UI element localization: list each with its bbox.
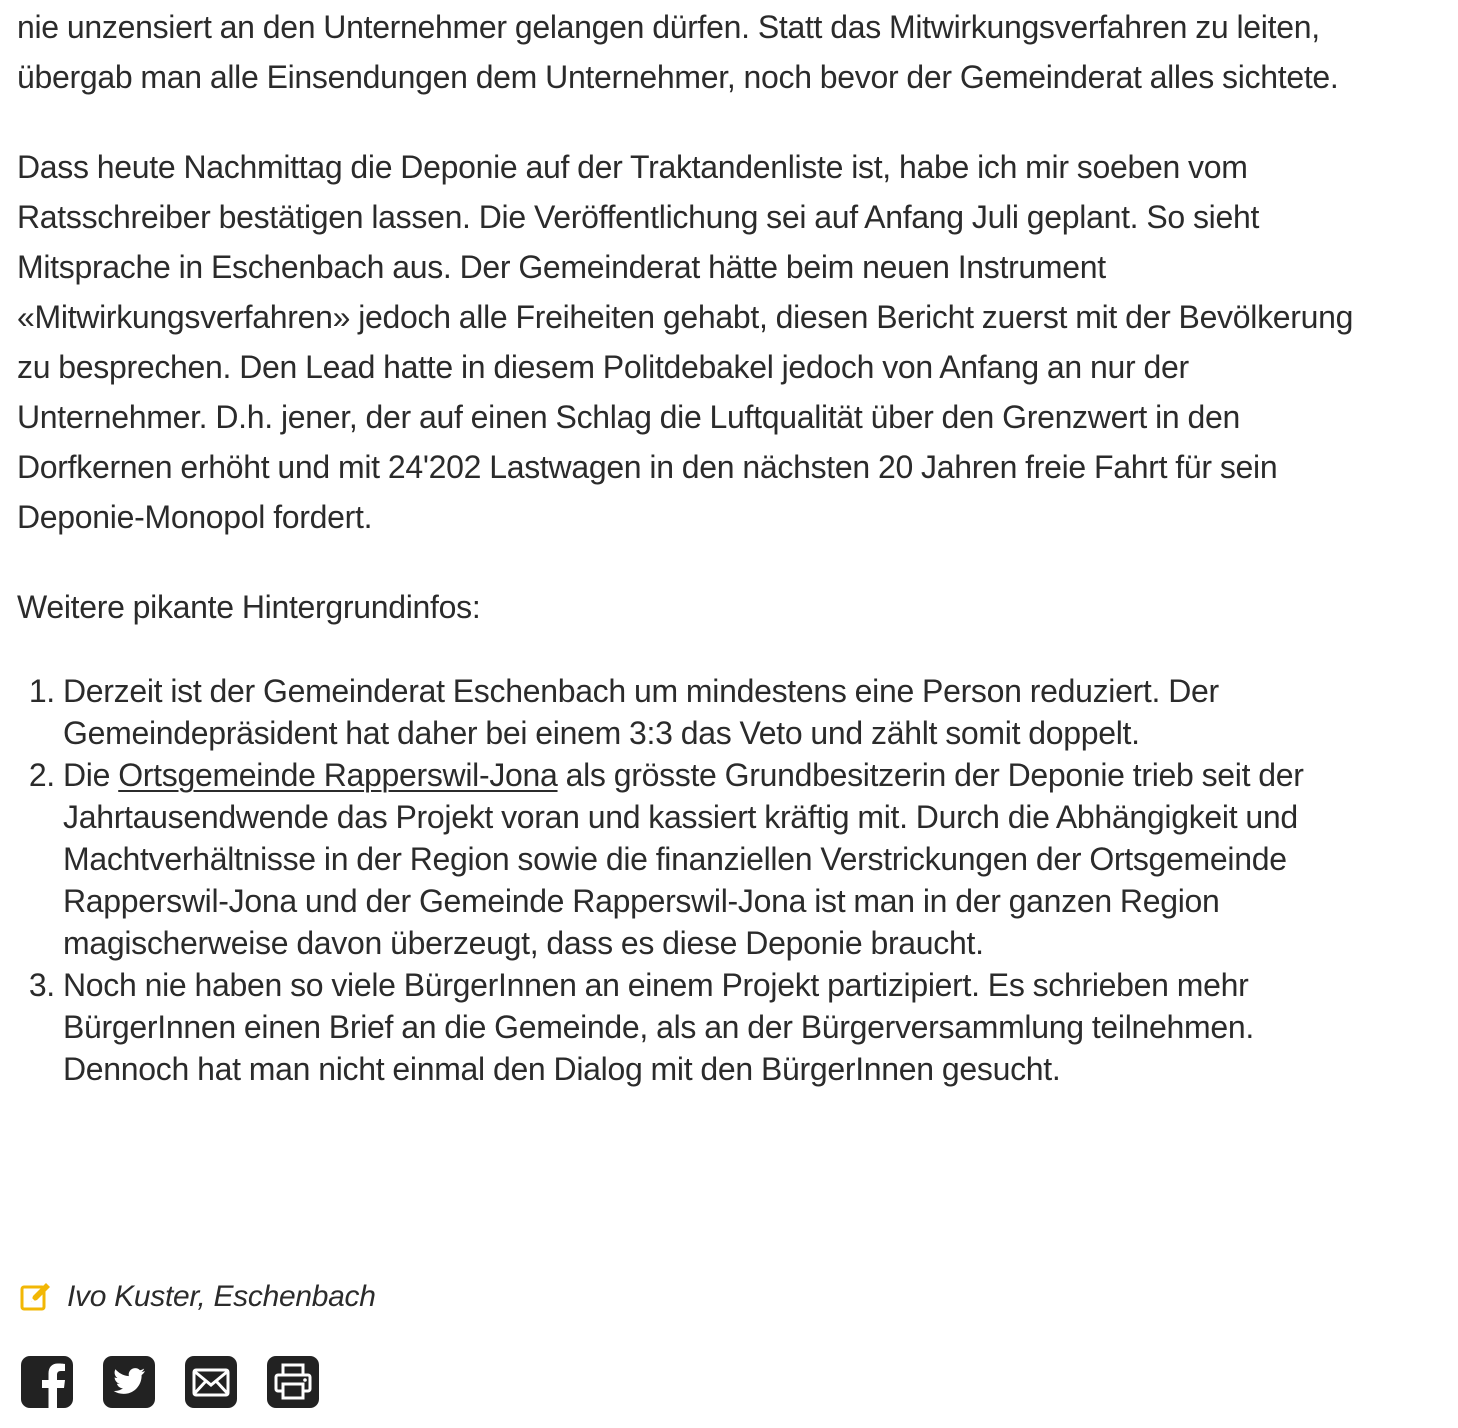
share-bar	[19, 1354, 321, 1410]
edit-icon	[19, 1280, 53, 1314]
list-item	[63, 754, 1377, 964]
twitter-icon[interactable]	[101, 1354, 157, 1410]
list-item	[63, 670, 1377, 754]
list-item-text: Derzeit ist der Gemeinderat Eschenbach um mindestens eine Person reduziert. Der Gemeindepräsident hat daher bei einem 3:3 das Veto und zählt somit doppelt.	[63, 673, 1219, 751]
list-item-text: Noch nie haben so viele BürgerInnen an einem Projekt partizipiert. Es schrieben mehr BürgerInnen einen Brief an die Gemeinde, als an der Bürgerversammlung teilnehmen. Dennoch hat man nicht einmal den Dialog mit den BürgerInnen gesucht.	[63, 967, 1254, 1087]
paragraph: nie unzensiert an den Unternehmer gelangen dürfen. Statt das Mitwirkungsverfahren zu leiten, übergab man alle Einsendungen dem Unternehmer, noch bevor der Gemeinderat alles sichtete.	[17, 9, 1339, 95]
paragraph-list-intro: Weitere pikante Hintergrundinfos:	[17, 589, 481, 625]
article-body	[17, 0, 1377, 1090]
author-line	[19, 1280, 376, 1314]
facebook-icon[interactable]	[19, 1354, 75, 1410]
paragraph: Dass heute Nachmittag die Deponie auf der Traktandenliste ist, habe ich mir soeben vom Ratsschreiber bestätigen lassen. Die Veröffentlichung sei auf Anfang Juli geplant. So sieht Mitsprache in Eschenbach aus. Der Gemeinderat hätte beim neuen Instrument «Mitwirkungsverfahren» jedoch alle Freiheiten gehabt, diesen Bericht zuerst mit der Bevölkerung zu besprechen. Den Lead hatte in diesem Politdebakel jedoch von Anfang an nur der Unternehmer. D.h. jener, der auf einen Schlag die Luftqualität über den Grenzwert in den Dorfkernen erhöht und mit 24'202 Lastwagen in den nächsten 20 Jahren freie Fahrt für sein Deponie-Monopol fordert.	[17, 149, 1354, 535]
print-icon[interactable]	[265, 1354, 321, 1410]
list-item-prefix: Die	[63, 757, 119, 793]
email-icon[interactable]	[183, 1354, 239, 1410]
background-facts-list	[17, 670, 1377, 1090]
list-item	[63, 964, 1377, 1090]
list-item-suffix: als grösste Grundbesitzerin der Deponie trieb seit der Jahrtausendwende das Projekt voran und kassiert kräftig mit. Durch die Abhängigkeit und Machtverhältnisse in der Region sowie die finanziellen Verstrickungen der Ortsgemeinde Rapperswil-Jona und der Gemeinde Rapperswil-Jona ist man in der ganzen Region magischerweise davon überzeugt, dass es diese Deponie braucht.	[63, 757, 1304, 961]
ortsgemeinde-link[interactable]: Ortsgemeinde Rapperswil-Jona	[118, 757, 558, 793]
author-name: Ivo Kuster, Eschenbach	[67, 1280, 376, 1313]
